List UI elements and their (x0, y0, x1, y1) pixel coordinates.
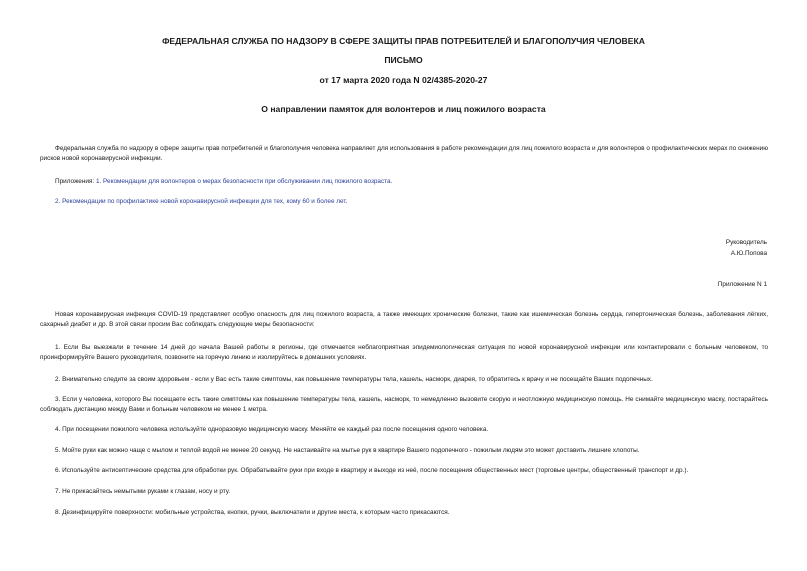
intro-paragraph: Федеральная служба по надзору в сфере защиты прав потребителей и благополучия человека направляет для использования в работе рекомендации для лиц пожилого возраста и для волонтеров о профилактических мерах по снижению рисков новой коронавирусной инфекции. (40, 145, 768, 162)
measure-item-8: 8. Дезинфицируйте поверхности: мобильные устройства, кнопки, ручки, выключатели и другие места, к которым часто прикасаются. (55, 509, 450, 516)
measure-item-2: 2. Внимательно следите за своим здоровьем - если у Вас есть такие симптомы, как повышение температуры тела, кашель, насморк, диарея, то обратитесь к врачу и не посещайте Ваших подопечных. (55, 376, 653, 383)
attachment-link-1[interactable]: 1. Рекомендации для волонтеров о мерах безопасности при обслуживании лиц пожилого возраста. (95, 178, 393, 185)
measure-item-7: 7. Не прикасайтесь немытыми руками к глазам, носу и рту. (55, 488, 231, 495)
measure-item-3: 3. Если у человека, которого Вы посещаете есть такие симптомы как повышение температуры тела, кашель, насморк, то немедленно вызовите скорую и неотложную медицинскую помощь. Не снимайте медицинскую маску, постарайтесь соблюдать дистанцию между Вами и больным человеком не менее 1 метра. (40, 396, 768, 413)
appendix-intro: Новая коронавирусная инфекция COVID-19 представляет особую опасность для лиц пожилого возраста, а также имеющих хронические болезни, такие как ишемическая болезнь сердца, гипертоническая болезнь, заболевания лёгких, сахарный диабет и др. В этой связи просим Вас соблюдать следующие меры безопасности: (40, 311, 768, 328)
document-date-number: от 17 марта 2020 года N 02/4385-2020-27 (319, 75, 488, 85)
measure-item-4: 4. При посещении пожилого человека используйте одноразовую медицинскую маску. Меняйте ее каждый раз после посещения одного человека. (55, 426, 489, 433)
document-type: ПИСЬМО (384, 55, 423, 65)
agency-title: ФЕДЕРАЛЬНАЯ СЛУЖБА ПО НАДЗОРУ В СФЕРЕ ЗАЩИТЫ ПРАВ ПОТРЕБИТЕЛЕЙ И БЛАГОПОЛУЧИЯ ЧЕЛОВЕКА (162, 36, 645, 46)
attachments-label: Приложения: (55, 178, 95, 185)
document-subject: О направлении памяток для волонтеров и лиц пожилого возраста (261, 104, 546, 114)
signature-position: Руководитель (725, 239, 767, 246)
appendix-label: Приложение N 1 (717, 281, 767, 288)
measure-item-6: 6. Используйте антисептические средства для обработки рук. Обрабатывайте руки при входе в квартиру и выходе из неё, после посещения общественных мест (торговые центры, общественный транспорт и др.). (55, 467, 689, 474)
attachment-line-2 (40, 197, 768, 207)
attachments-line (40, 177, 768, 187)
attachment-link-2[interactable]: 2. Рекомендации по профилактике новой коронавирусной инфекции для тех, кому 60 и более лет. (55, 198, 348, 205)
measure-item-5: 5. Мойте руки как можно чаще с мылом и теплой водой не менее 20 секунд. Не настаивайте на мытье рук в квартире Вашего подопечного - пожилым людям это может доставить лишние хлопоты. (55, 447, 640, 454)
measure-item-1: 1. Если Вы выезжали в течение 14 дней до начала Вашей работы в регионы, где отмечается неблагоприятная эпидемиологическая ситуация по новой коронавирусной инфекции или контактировали с больным человеком, то проинформируйте Вашего руководителя, позвоните на горячую линию и изолируйтесь в домашних условиях. (40, 344, 768, 361)
signature-name: А.Ю.Попова (730, 250, 767, 257)
